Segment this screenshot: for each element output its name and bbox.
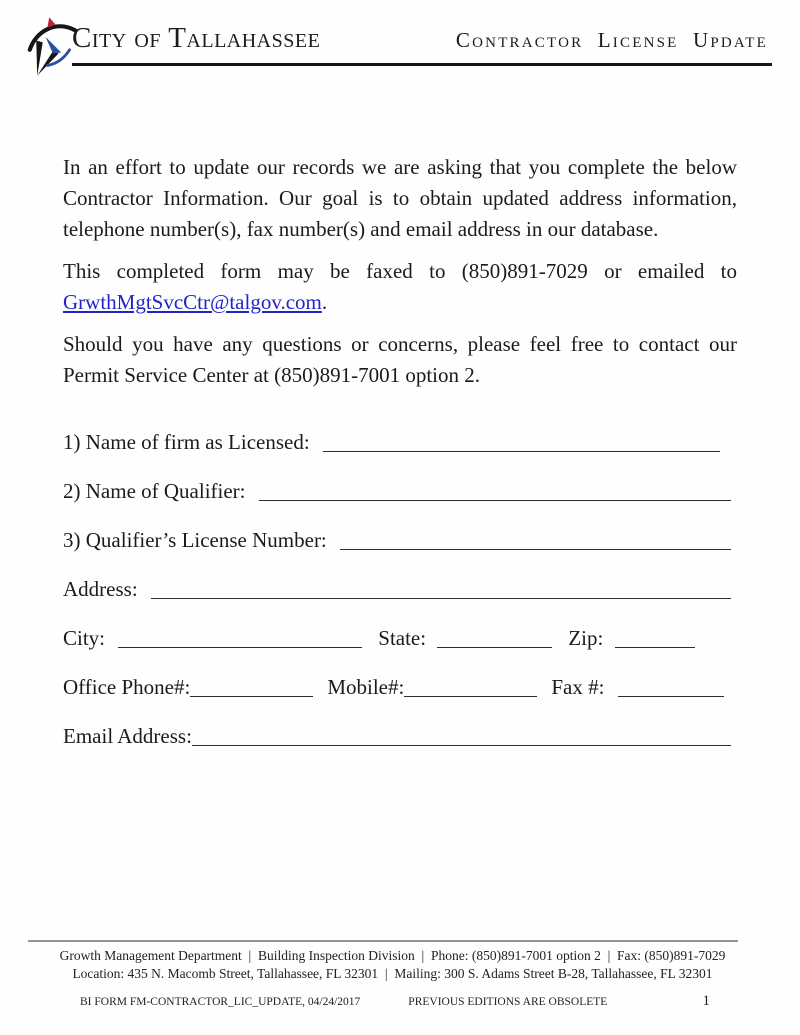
intro-section bbox=[63, 152, 737, 391]
city-input[interactable] bbox=[118, 647, 362, 648]
intro-paragraph-2 bbox=[63, 256, 737, 318]
firm-name-label: 1) Name of firm as Licensed: bbox=[63, 430, 315, 454]
document-title: Contractor License Update bbox=[455, 28, 768, 52]
page-number: 1 bbox=[702, 993, 710, 1009]
contractor-info-fields bbox=[63, 427, 737, 751]
qualifier-name-row bbox=[63, 476, 737, 506]
license-number-input[interactable] bbox=[340, 549, 731, 550]
license-number-row bbox=[63, 525, 737, 555]
header-titlebar bbox=[72, 18, 772, 66]
sentence-period: . bbox=[321, 290, 328, 314]
qualifier-name-input[interactable] bbox=[259, 500, 731, 501]
city-state-zip-row bbox=[63, 623, 737, 653]
email-input[interactable] bbox=[192, 745, 731, 746]
form-body bbox=[63, 152, 737, 751]
firm-name-row bbox=[63, 427, 737, 457]
zip-label: Zip: bbox=[568, 626, 609, 650]
obsolete-note: PREVIOUS EDITIONS ARE OBSOLETE bbox=[408, 996, 608, 1008]
zip-input[interactable] bbox=[615, 647, 695, 648]
firm-name-input[interactable] bbox=[323, 451, 720, 452]
state-label: State: bbox=[378, 626, 432, 650]
page-footer bbox=[0, 940, 800, 1035]
office-phone-label: Office Phone#: bbox=[63, 675, 191, 699]
qualifier-name-label: 2) Name of Qualifier: bbox=[63, 479, 251, 503]
email-link[interactable]: GrwthMgtSvcCtr@talgov.com bbox=[63, 290, 322, 314]
city-label: City: bbox=[63, 626, 111, 650]
email-label: Email Address: bbox=[63, 724, 192, 748]
footer-address-line: Location: 435 N. Macomb Street, Tallahassee, FL 32301 | Mailing: 300 S. Adams Street B-28, Tallahassee, FL 32301 bbox=[72, 965, 713, 981]
email-row bbox=[63, 721, 737, 751]
tallahassee-star-logo-icon bbox=[27, 16, 77, 78]
mobile-input[interactable] bbox=[404, 696, 537, 697]
state-input[interactable] bbox=[437, 647, 552, 648]
address-row bbox=[63, 574, 737, 604]
form-id: BI FORM FM-CONTRACTOR_LIC_UPDATE, 04/24/2017 bbox=[80, 996, 361, 1008]
intro-paragraph-3: Should you have any questions or concerns, please feel free to contact our Permit Service Center at (850)891-7001 option 2. bbox=[63, 332, 737, 387]
address-input[interactable] bbox=[151, 598, 731, 599]
license-number-label: 3) Qualifier’s License Number: bbox=[63, 528, 333, 552]
page-header bbox=[0, 0, 800, 90]
org-title: City of Tallahassee bbox=[72, 22, 321, 54]
fax-instruction-text: This completed form may be faxed to (850)891-7029 or emailed to bbox=[63, 259, 737, 283]
footer-department-line: Growth Management Department | Building Inspection Division | Phone: (850)891-7001 option 2 | Fax: (850)891-7029 bbox=[59, 948, 726, 963]
fax-input[interactable] bbox=[618, 696, 724, 697]
office-phone-input[interactable] bbox=[190, 696, 313, 697]
footer-divider bbox=[28, 940, 738, 942]
phone-numbers-row bbox=[63, 672, 737, 702]
mobile-label: Mobile#: bbox=[327, 675, 405, 699]
footer-meta-row bbox=[80, 993, 710, 1010]
address-label: Address: bbox=[63, 577, 143, 601]
intro-paragraph-1: In an effort to update our records we are asking that you complete the below Contractor Information. Our goal is to obtain updated address information, telephone number(s), fax number(s) and email address in our database. bbox=[63, 155, 737, 241]
fax-label: Fax #: bbox=[551, 675, 610, 699]
